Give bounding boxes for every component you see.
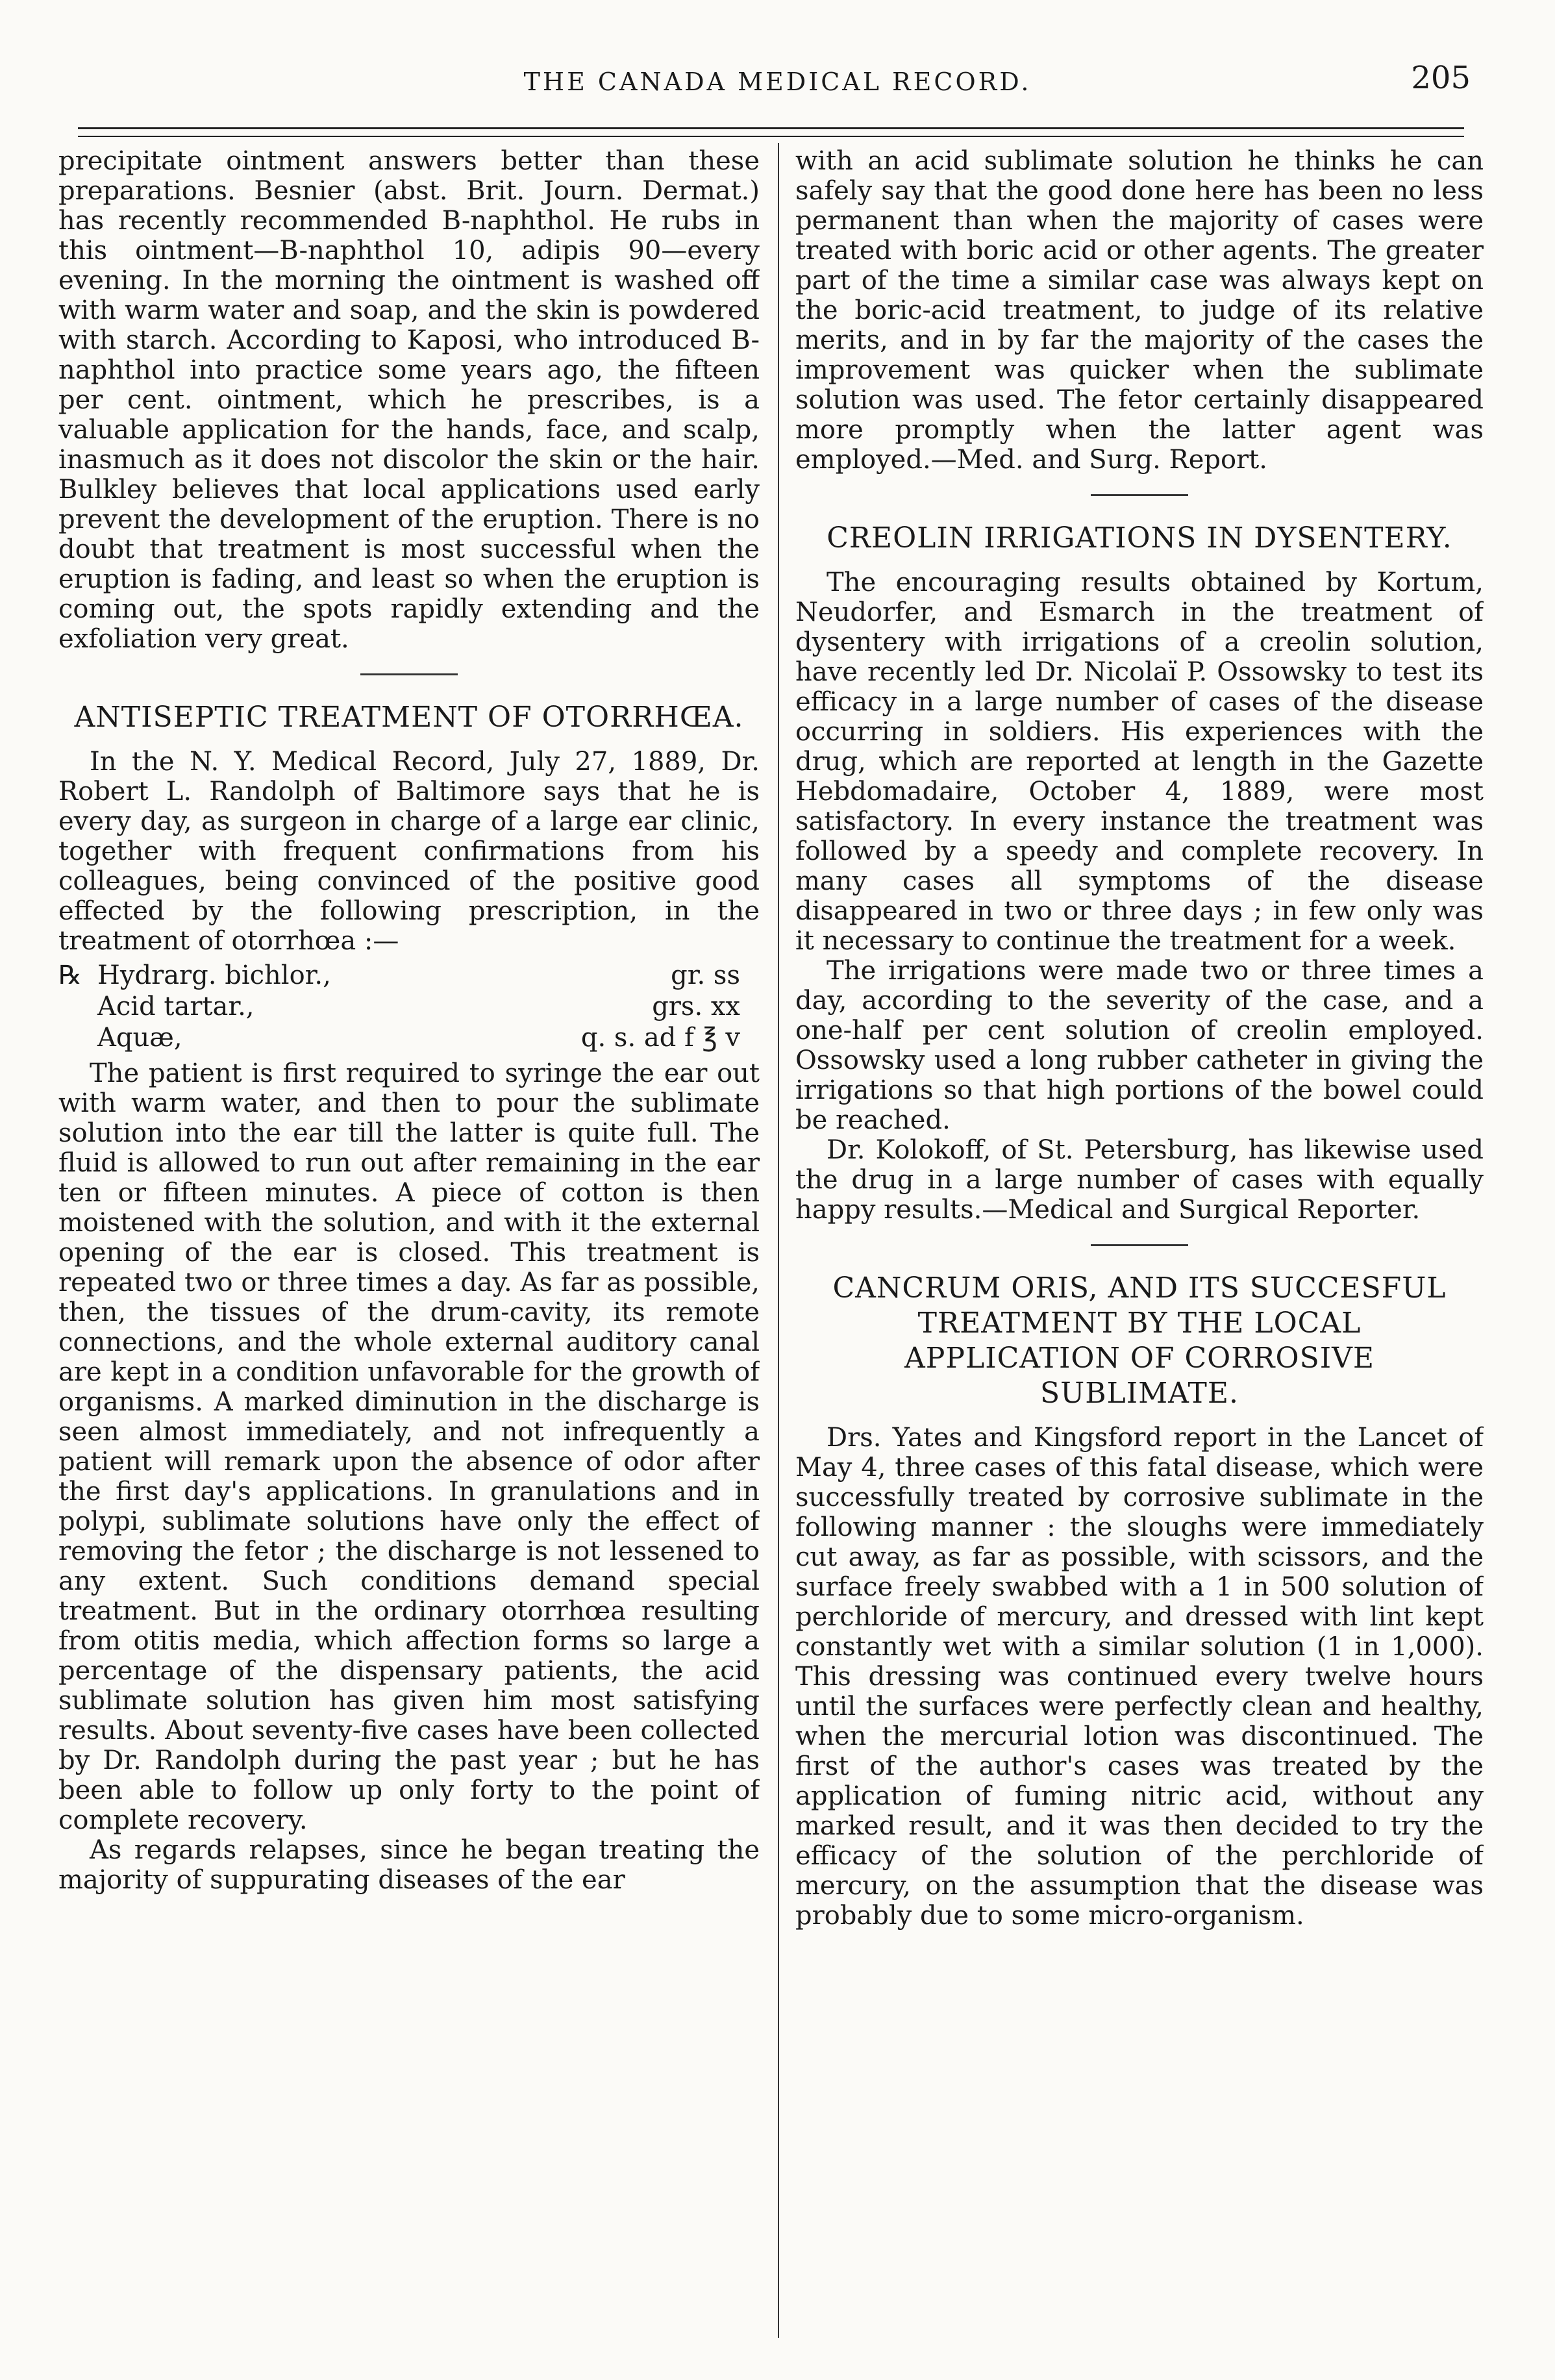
section-heading: CANCRUM ORIS, AND ITS SUCCESFUL TREATMENT BY THE LOCAL APPLICATION OF CORROSIVE SUBLIMATE. [832, 1271, 1447, 1410]
prescription-amount: grs. xx [652, 992, 740, 1021]
running-title: THE CANADA MEDICAL RECORD. [523, 68, 1032, 96]
right-column [795, 146, 1484, 2354]
section-separator [360, 673, 458, 675]
paragraph: with an acid sublimate solution he thinks he can safely say that the good done here has been no less permanent than when the majority of cases were treated with boric acid or other agents. The greater part of the time a similar case was always kept on the boric-acid treatment, to judge of its relative merits, and in by far the majority of the cases the improvement was quicker when the sublimate solution was used. The fetor certainly disappeared more promptly when the latter agent was employed.—Med. and Surg. Report. [795, 146, 1484, 475]
page-number: 205 [1411, 60, 1471, 96]
prescription-amount: q. s. ad f ℥ v [580, 1023, 740, 1053]
prescription-drug: Hydrarg. bichlor., [97, 960, 331, 990]
section-heading: ANTISEPTIC TREATMENT OF OTORRHŒA. [74, 701, 744, 734]
prescription-drug: Aquæ, [97, 1023, 182, 1053]
column-divider [778, 143, 779, 2338]
prescription-line [58, 991, 760, 1022]
section-separator [1091, 1244, 1188, 1246]
recipe-symbol: ℞ [58, 960, 82, 990]
paragraph: The irrigations were made two or three times a day, according to the severity of the case, and a one-half per cent solution of creolin employed. Ossowsky used a long rubber catheter in giving the irrigations so that high portions of the bowel could be reached. [795, 956, 1484, 1135]
paragraph: precipitate ointment answers better than these preparations. Besnier (abst. Brit. Journ. Dermat.) has recently recommended B-naphthol. He rubs in this ointment—B-naphthol 10, adipis 90—every evening. In the morning the ointment is washed off with warm water and soap, and the skin is powdered with starch. According to Kaposi, who introduced B-naphthol into practice some years ago, the fifteen per cent. ointment, which he prescribes, is a valuable application for the hands, face, and scalp, inasmuch as it does not discolor the skin or the hair. Bulkley believes that local applications used early prevent the development of the eruption. There is no doubt that treatment is most successful when the eruption is fading, and least so when the eruption is coming out, the spots rapidly extending and the exfoliation very great. [58, 146, 760, 654]
paragraph: Dr. Kolokoff, of St. Petersburg, has likewise used the drug in a large number of cases with equally happy results.—Medical and Surgical Reporter. [795, 1135, 1484, 1225]
prescription-amount: gr. ss [671, 960, 740, 990]
section-separator [1091, 494, 1188, 496]
page-header [78, 57, 1477, 104]
recipe-symbol [58, 991, 97, 1022]
paragraph: In the N. Y. Medical Record, July 27, 1889, Dr. Robert L. Randolph of Baltimore says that he is every day, as surgeon in charge of a large ear clinic, together with frequent confirmations from his colleagues, being convinced of the positive good effected by the following prescription, in the treatment of otorrhœa :— [58, 747, 760, 956]
section-heading: CREOLIN IRRIGATIONS IN DYSENTERY. [827, 521, 1452, 555]
prescription-line [58, 960, 760, 991]
paragraph: The patient is first required to syringe the ear out with warm water, and then to pour the sublimate solution into the ear till the latter is quite full. The fluid is allowed to run out after remaining in the ear ten or fifteen minutes. A piece of cotton is then moistened with the solution, and with it the external opening of the ear is closed. This treatment is repeated two or three times a day. As far as possible, then, the tissues of the drum-cavity, its remote connections, and the whole external auditory canal are kept in a condition unfavorable for the growth of organisms. A marked diminution in the discharge is seen almost immediately, and not infrequently a patient will remark upon the absence of odor after the first day's applications. In granulations and in polypi, sublimate solutions have only the effect of removing the fetor ; the discharge is not lessened to any extent. Such conditions demand special treatment. But in the ordinary otorrhœa resulting from otitis media, which affection forms so large a percentage of the dispensary patients, the acid sublimate solution has given him most satisfying results. About seventy-five cases have been collected by Dr. Randolph during the past year ; but he has been able to follow up only forty to the point of complete recovery. [58, 1058, 760, 1835]
paragraph: As regards relapses, since he began treating the majority of suppurating diseases of the ear [58, 1835, 760, 1895]
paragraph: The encouraging results obtained by Kortum, Neudorfer, and Esmarch in the treatment of dysentery with irrigations of a creolin solution, have recently led Dr. Nicolaï P. Ossowsky to test its efficacy in a large number of cases of the disease occurring in soldiers. His experiences with the drug, which are reported at length in the Gazette Hebdomadaire, October 4, 1889, were most satisfactory. In every instance the treatment was followed by a speedy and complete recovery. In many cases all symptoms of the disease disappeared in two or three days ; in few only was it necessary to continue the treatment for a week. [795, 568, 1484, 956]
left-column [58, 146, 760, 2354]
paragraph: Drs. Yates and Kingsford report in the Lancet of May 4, three cases of this fatal disease, which were successfully treated by corrosive sublimate in the following manner : the sloughs were immediately cut away, as far as possible, with scissors, and the surface freely swabbed with a 1 in 500 solution of perchloride of mercury, and dressed with lint kept constantly wet with a similar solution (1 in 1,000). This dressing was continued every twelve hours until the surfaces were perfectly clean and healthy, when the mercurial lotion was discontinued. The first of the author's cases was treated by the application of fuming nitric acid, without any marked result, and it was then decided to try the efficacy of the solution of the perchloride of mercury, on the assumption that the disease was probably due to some micro-organism. [795, 1423, 1484, 1931]
prescription-line [58, 1022, 760, 1053]
header-rule [78, 127, 1464, 137]
prescription-drug: Acid tartar., [97, 992, 255, 1021]
recipe-symbol [58, 1022, 97, 1053]
